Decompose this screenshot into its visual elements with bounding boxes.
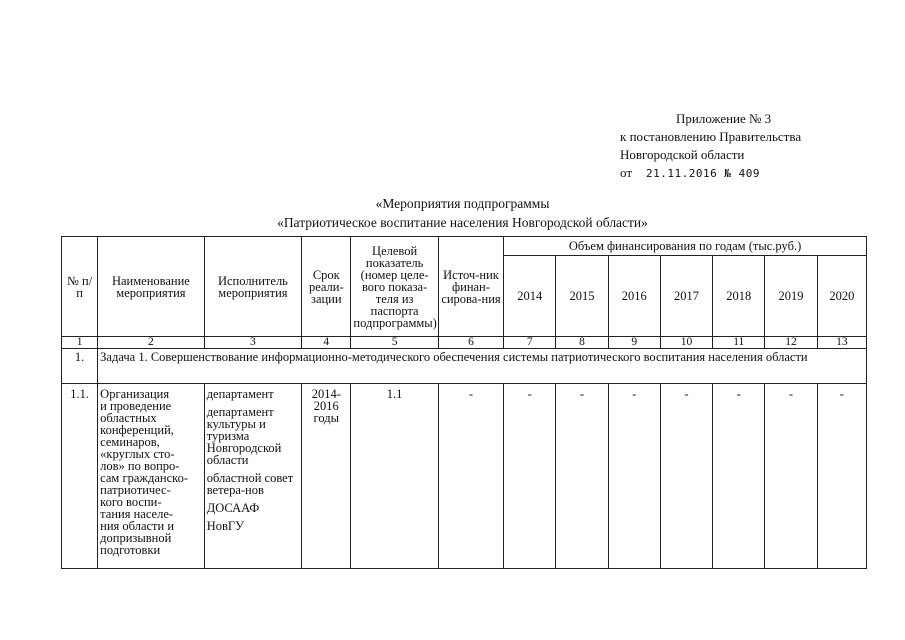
executor-item: областной совет ветера-нов — [206, 471, 294, 497]
row-name-line: областных — [100, 411, 157, 425]
row-value: - — [660, 384, 712, 569]
task-num: 1. — [62, 349, 98, 384]
row-name-line: «круглых сто- — [100, 447, 175, 461]
row-term — [302, 384, 351, 569]
row-indicator: 1.1 — [351, 384, 438, 569]
appendix-date-prefix: от — [620, 165, 633, 180]
row-name-line: тания населе- — [100, 507, 174, 521]
row-name-line: Организация — [100, 387, 170, 401]
row-name-line: конференций, — [100, 423, 174, 437]
row-value: - — [713, 384, 765, 569]
task-text: Задача 1. Совершенствование информационно-методического обеспечения системы патриотического воспитания населения области — [98, 349, 867, 384]
column-number: 2 — [98, 337, 205, 349]
row-source: - — [438, 384, 503, 569]
column-number: 4 — [302, 337, 351, 349]
row-name-line: сам гражданско- — [100, 471, 189, 485]
column-number: 1 — [62, 337, 98, 349]
header-num: № п/п — [62, 237, 98, 337]
column-number: 13 — [817, 337, 866, 349]
header-year: 2017 — [660, 256, 712, 337]
column-number: 10 — [660, 337, 712, 349]
row-name-line: ния области и — [100, 519, 175, 533]
header-executor: Исполнитель мероприятия — [204, 237, 301, 337]
column-number: 12 — [765, 337, 817, 349]
row-name-line: семинаров, — [100, 435, 160, 449]
column-number: 6 — [438, 337, 503, 349]
appendix-region-line: Новгородской области — [620, 147, 745, 162]
header-term: Срок реали-зации — [302, 237, 351, 337]
column-number: 5 — [351, 337, 438, 349]
row-executors — [204, 384, 301, 569]
header-year: 2019 — [765, 256, 817, 337]
header-funding: Объем финансирования по годам (тыс.руб.) — [504, 237, 867, 256]
column-number: 7 — [504, 337, 556, 349]
document-title-line2: «Патриотическое воспитание населения Новгородской области» — [277, 215, 648, 230]
header-source: Источ-ник финан-сирова-ния — [438, 237, 503, 337]
header-year: 2020 — [817, 256, 866, 337]
header-year: 2018 — [713, 256, 765, 337]
row-name-line: и проведение — [100, 399, 172, 413]
row-term-line: 2016 — [313, 399, 339, 413]
row-value: - — [556, 384, 608, 569]
appendix-date-number: 21.11.2016 № 409 — [646, 167, 760, 180]
row-value: - — [765, 384, 817, 569]
row-num: 1.1. — [62, 384, 98, 569]
row-name-line: лов» по вопро- — [100, 459, 180, 473]
executor-item: ДОСААФ — [206, 501, 260, 515]
header-year: 2015 — [556, 256, 608, 337]
appendix-decree-line: к постановлению Правительства — [620, 129, 802, 144]
column-number: 9 — [608, 337, 660, 349]
row-term-line: годы — [313, 411, 340, 425]
header-indicator: Целевой показатель (номер целе-вого показа-теля из паспорта подпрограммы) — [351, 237, 438, 337]
column-number: 8 — [556, 337, 608, 349]
activities-table — [61, 236, 867, 569]
header-year: 2014 — [504, 256, 556, 337]
row-name-line: патриотичес- — [100, 483, 171, 497]
executor-item: департамент — [206, 387, 274, 401]
column-number: 3 — [204, 337, 301, 349]
row-name-line: кого воспи- — [100, 495, 162, 509]
row-name-line: подготовки — [100, 543, 161, 557]
appendix-block — [620, 110, 801, 183]
row-value: - — [608, 384, 660, 569]
document-title-line1: «Мероприятия подпрограммы — [375, 196, 550, 211]
appendix-title: Приложение № 3 — [676, 111, 772, 126]
appendix-date-line — [620, 164, 801, 183]
column-number: 11 — [713, 337, 765, 349]
row-name — [98, 384, 205, 569]
executor-item: департамент культуры и туризма Новгородской области — [206, 405, 282, 467]
header-name: Наименование мероприятия — [98, 237, 205, 337]
row-name-line: допризывной — [100, 531, 172, 545]
row-value: - — [817, 384, 866, 569]
executor-item: НовГУ — [206, 519, 244, 533]
header-year: 2016 — [608, 256, 660, 337]
row-term-line: 2014- — [311, 387, 341, 401]
row-value: - — [504, 384, 556, 569]
